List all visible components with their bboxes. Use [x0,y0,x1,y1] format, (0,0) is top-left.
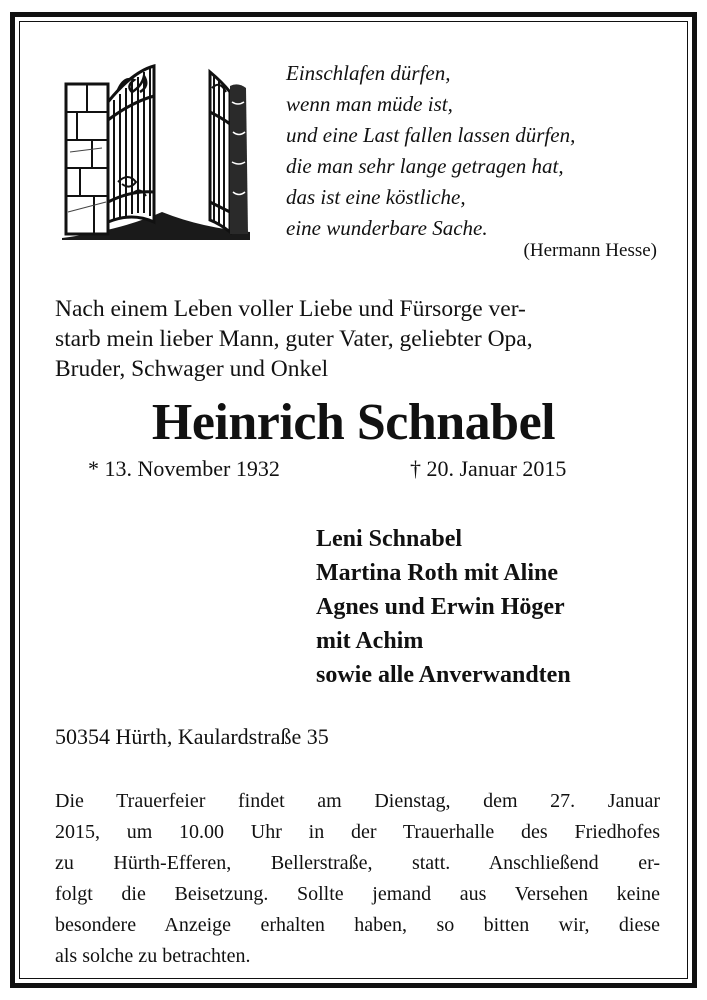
mourner-line: Agnes und Erwin Höger [316,594,565,620]
mourner-line: sowie alle Anverwandten [316,662,571,688]
intro-line: Nach einem Leben voller Liebe und Fürsorge ver- [55,296,526,322]
poem-line: die man sehr lange getragen hat, [286,154,564,178]
poem-line: und eine Last fallen lassen dürfen, [286,123,576,147]
mourners-list [316,522,571,692]
mourner-line: mit Achim [316,628,424,654]
poem-author: (Hermann Hesse) [523,240,657,261]
funeral-line: 2015, um 10.00 Uhr in der Trauerhalle des Friedhofes [55,821,660,843]
funeral-line: besondere Anzeige erhalten haben, so bitten wir, diese [55,914,660,936]
intro-line: starb mein lieber Mann, guter Vater, geliebter Opa, [55,326,533,352]
intro-text [55,294,660,384]
mourner-line: Martina Roth mit Aline [316,560,558,586]
birth-date: * 13. November 1932 [88,456,280,481]
funeral-line: zu Hürth-Efferen, Bellerstraße, statt. Anschließend er- [55,852,660,874]
poem-line: das ist eine köstliche, [286,185,466,209]
funeral-line: als solche zu betrachten. [55,945,251,967]
mourner-line: Leni Schnabel [316,526,463,552]
funeral-line: folgt die Beisetzung. Sollte jemand aus Versehen keine [55,883,660,905]
open-gate-illustration [62,62,250,240]
funeral-notice [55,786,660,972]
poem-line: wenn man müde ist, [286,92,453,116]
intro-line: Bruder, Schwager und Onkel [55,356,329,382]
address: 50354 Hürth, Kaulardstraße 35 [55,724,329,749]
death-date: † 20. Januar 2015 [410,456,567,481]
poem [286,58,666,244]
poem-line: eine wunderbare Sache. [286,216,488,240]
funeral-line: Die Trauerfeier findet am Dienstag, dem 27. Januar [55,790,660,812]
poem-line: Einschlafen dürfen, [286,61,451,85]
deceased-name: Heinrich Schnabel [151,394,556,451]
